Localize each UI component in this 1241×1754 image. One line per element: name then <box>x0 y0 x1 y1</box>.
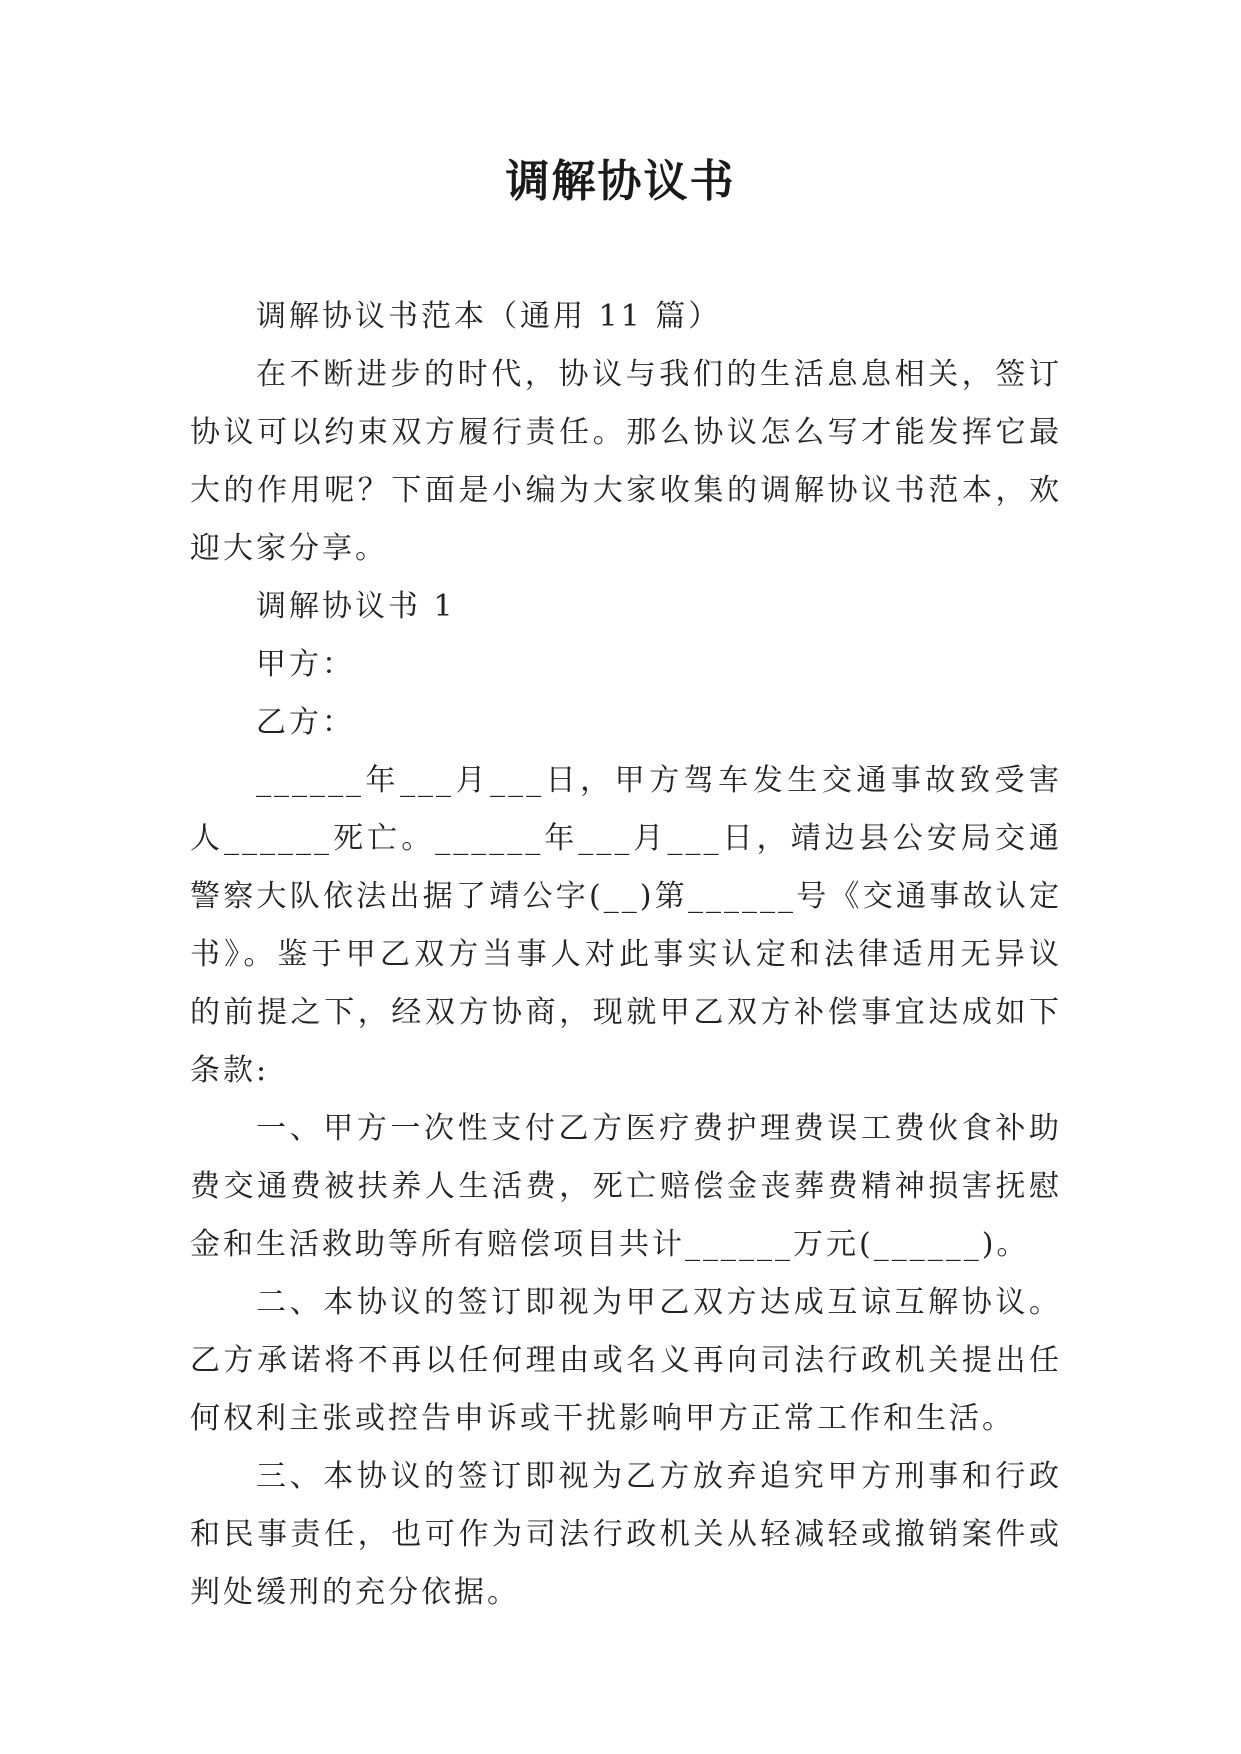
document-body <box>190 288 1062 1622</box>
paragraph-party-b: 乙方： <box>256 705 355 740</box>
paragraph-intro: 在不断进步的时代，协议与我们的生活息息相关，签订协议可以约束双方履行责任。那么协议怎么写才能发挥它最大的作用呢？下面是小编为大家收集的调解协议书范本，欢迎大家分享。 <box>190 357 1062 566</box>
paragraph-subtitle: 调解协议书范本（通用 11 篇） <box>256 299 722 334</box>
paragraph-section-heading: 调解协议书 1 <box>256 589 456 624</box>
paragraph-clause-1: 一、甲方一次性支付乙方医疗费护理费误工费伙食补助费交通费被扶养人生活费，死亡赔偿金丧葬费精神损害抚慰金和生活救助等所有赔偿项目共计______万元(______)。 <box>190 1111 1062 1262</box>
paragraph-party-a: 甲方： <box>256 647 355 682</box>
paragraph-clause-3: 三、本协议的签订即视为乙方放弃追究甲方刑事和行政和民事责任，也可作为司法行政机关从轻减轻或撤销案件或判处缓刑的充分依据。 <box>190 1459 1062 1610</box>
document-title: 调解协议书 <box>505 156 736 207</box>
paragraph-facts: ______年___月___日，甲方驾车发生交通事故致受害人______死亡。______年___月___日，靖边县公安局交通警察大队依法出据了靖公字(__)第______号《交通事故认定书》。鉴于甲乙双方当事人对此事实认定和法律适用无异议的前提之下，经双方协商，现就甲乙双方补偿事宜达成如下条款: <box>190 763 1062 1088</box>
paragraph-clause-2: 二、本协议的签订即视为甲乙双方达成互谅互解协议。乙方承诺将不再以任何理由或名义再向司法行政机关提出任何权利主张或控告申诉或干扰影响甲方正常工作和生活。 <box>190 1285 1062 1436</box>
